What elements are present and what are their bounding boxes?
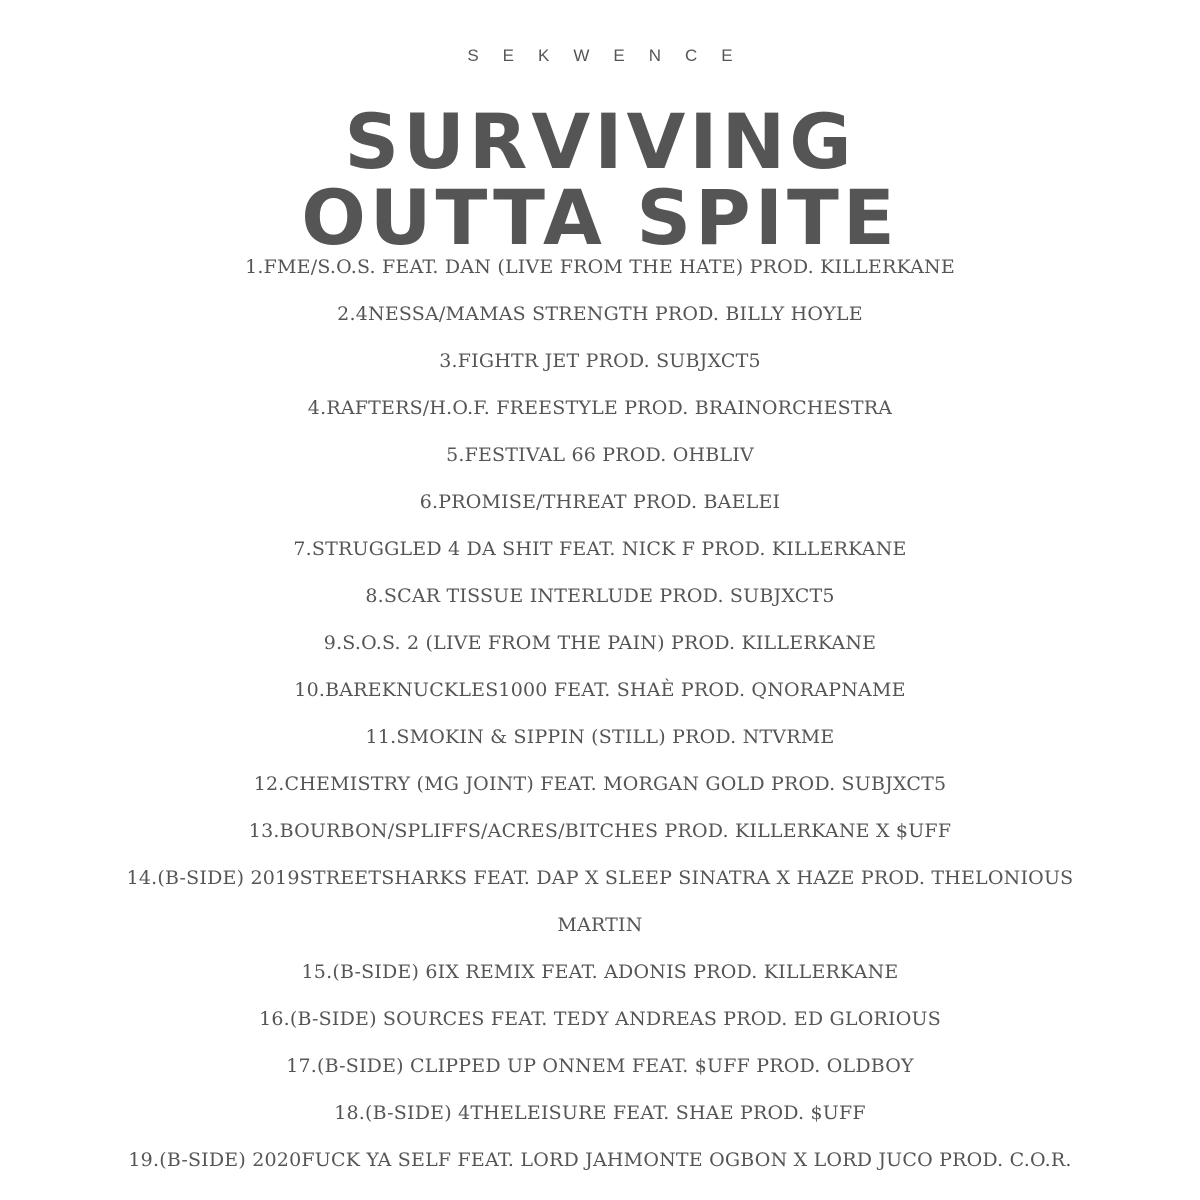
- track-10: 10.BAREKNUCKLES1000 FEAT. SHAÈ PROD. QNORAPNAME: [294, 679, 906, 701]
- track-5: 5.FESTIVAL 66 PROD. OHBLIV: [446, 444, 754, 466]
- track-17: 17.(B-SIDE) CLIPPED UP ONNEM FEAT. $UFF PROD. OLDBOY: [286, 1055, 914, 1077]
- track-11: 11.SMOKIN & SIPPIN (STILL) PROD. NTVRME: [365, 726, 835, 748]
- album-title-line-1: SURVIVING: [344, 97, 856, 186]
- album-title-line-2: OUTTA SPITE: [301, 173, 899, 262]
- track-14: 14.(B-SIDE) 2019STREETSHARKS FEAT. DAP X SLEEP SINATRA X HAZE PROD. THELONIOUS: [126, 867, 1074, 889]
- track-13: 13.BOURBON/SPLIFFS/ACRES/BITCHES PROD. KILLERKANE X $UFF: [248, 820, 952, 842]
- track-19: 19.(B-SIDE) 2020FUCK YA SELF FEAT. LORD JAHMONTE OGBON X LORD JUCO PROD. C.O.R.: [128, 1149, 1072, 1171]
- artist-name: SEKWENCE: [467, 46, 757, 65]
- track-3: 3.FIGHTR JET PROD. SUBJXCT5: [439, 350, 761, 372]
- track-14-continued: MARTIN: [557, 914, 643, 936]
- track-8: 8.SCAR TISSUE INTERLUDE PROD. SUBJXCT5: [365, 585, 835, 607]
- track-18: 18.(B-SIDE) 4THELEISURE FEAT. SHAE PROD. $UFF: [334, 1102, 866, 1124]
- track-9: 9.S.O.S. 2 (LIVE FROM THE PAIN) PROD. KILLERKANE: [323, 632, 877, 654]
- track-2: 2.4NESSA/MAMAS STRENGTH PROD. BILLY HOYLE: [337, 303, 863, 325]
- track-4: 4.RAFTERS/H.O.F. FREESTYLE PROD. BRAINORCHESTRA: [307, 397, 893, 419]
- track-1: 1.FME/S.O.S. FEAT. DAN (LIVE FROM THE HATE) PROD. KILLERKANE: [245, 256, 955, 278]
- track-12: 12.CHEMISTRY (MG JOINT) FEAT. MORGAN GOLD PROD. SUBJXCT5: [253, 773, 947, 795]
- track-7: 7.STRUGGLED 4 DA SHIT FEAT. NICK F PROD. KILLERKANE: [293, 538, 907, 560]
- track-15: 15.(B-SIDE) 6IX REMIX FEAT. ADONIS PROD. KILLERKANE: [301, 961, 899, 983]
- track-6: 6.PROMISE/THREAT PROD. BAELEI: [419, 491, 781, 513]
- track-16: 16.(B-SIDE) SOURCES FEAT. TEDY ANDREAS PROD. ED GLORIOUS: [259, 1008, 941, 1030]
- tracklist: [0, 244, 1200, 1184]
